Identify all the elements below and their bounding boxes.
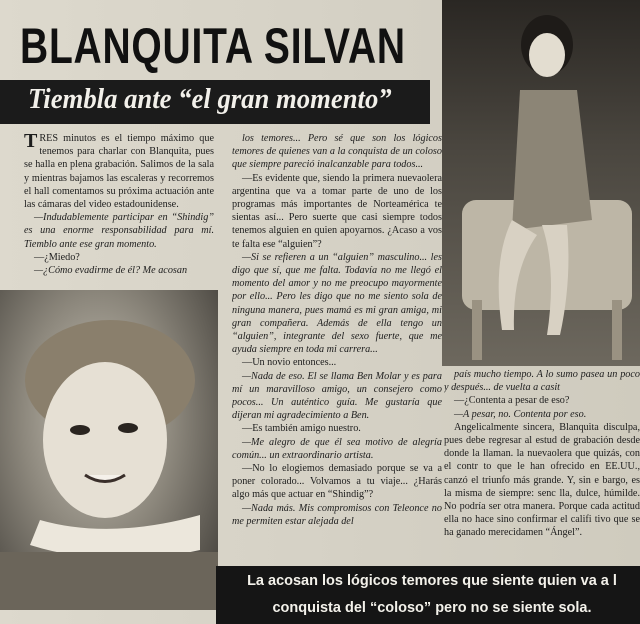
portrait-illustration <box>0 290 218 610</box>
seated-illustration <box>442 0 640 366</box>
paragraph: —Nada más. Mis compromisos con Teleonce no me permiten estar alejada del <box>232 502 442 527</box>
paragraph: —Indudablemente participar en “Shindig” es una enorme responsabilidad para mí. Tiemblo ante ese gran momento. <box>24 212 214 250</box>
page-title: BLANQUITA SILVAN <box>20 18 406 74</box>
portrait-photo <box>0 290 218 610</box>
caption-line: conquista del “coloso” pero no se siente sola. <box>272 600 592 616</box>
paragraph: —Es evidente que, siendo la primera nuevaolera argentina que va a tomar parte de uno de los programas más importantes de Norteamérica te sientas así... Pero suerte que casi siempre todos tenemos alguien en quien apoyarnos. ¿Acaso a vos te falta ese “alguien”? <box>232 172 442 250</box>
paragraph: RES minutos es el tiempo máximo que tenemos para charlar con Blanquita, pues se halla en plena grabación. Salimos de la sala y mientras bajamos las escaleras y recorremos el hall comentamos su próxima actuación ante las cámaras del video estadounidense. <box>24 133 214 211</box>
paragraph: —A pesar, no. Contenta por eso. <box>454 408 587 420</box>
caption-line: La acosan los lógicos temores que siente quien va a l <box>247 573 617 589</box>
paragraph: Angelicalmente sincera, Blanquita disculpa, pues debe regresar al estud de grabación desde donde la llaman. la nuevaolera que quizás, con el contr to que le han ofrecido en EE.UU., canzó el triunfo más grande. Y, sin e bargo, es la misma de siempre: senc lla, dulce, húmilde. No podría ser otra manera. Porque cada actitud ella no hace sino confirmar el califi tivo que se ha ganado merecidamen “Ángel”. <box>444 421 640 539</box>
seated-photo <box>442 0 640 366</box>
photo-caption <box>224 568 640 622</box>
paragraph: —Es también amigo nuestro. <box>242 423 361 435</box>
text-column-1 <box>24 132 214 292</box>
text-column-2 <box>232 132 442 564</box>
paragraph: —Si se refieren a un “alguien” masculino... les digo que sí, que me falta. Todavía no me llegó el momento del amor y no me preocupo mayormente por ello... Pero les digo que no me siento sola de ninguna manera, pues mamá es mi gran amiga, mi gran compañera. Además de ella tengo un “alguien”, integrante del sexo fuerte, que me ayuda siempre en toda mi carrera... <box>232 251 442 356</box>
paragraph: país mucho tiempo. A lo sumo pasea un poco y después... de vuelta a casit <box>444 369 640 394</box>
paragraph: —¿Cómo evadirme de él? Me acosan <box>34 265 188 277</box>
text-column-3 <box>444 368 640 568</box>
drop-cap: T <box>24 132 38 152</box>
paragraph: —Me alegro de que él sea motivo de alegría común... un extraordinario artista. <box>232 436 442 461</box>
paragraph: —¿Contenta a pesar de eso? <box>454 395 570 407</box>
paragraph: —No lo elogiemos demasiado porque se va a poner colorado... Volvamos a tu viaje... ¿Harás algo más que actuar en “Shindig”? <box>232 463 442 501</box>
paragraph: —Un novio entonces... <box>242 357 337 369</box>
paragraph: —Nada de eso. El se llama Ben Molar y es para mí un maravilloso amigo, un consejero como pocos... Un auténtico guía. Me gustaría que dijeran mi agradecimiento a Ben. <box>232 370 442 422</box>
paragraph: los temores... Pero sé que son los lógicos temores de quienes van a la conquista de un coloso que siempre pareció inalcanzable para todos... <box>232 133 442 171</box>
subtitle: Tiembla ante “el gran momento” <box>28 83 392 115</box>
paragraph: —¿Miedo? <box>34 251 80 263</box>
